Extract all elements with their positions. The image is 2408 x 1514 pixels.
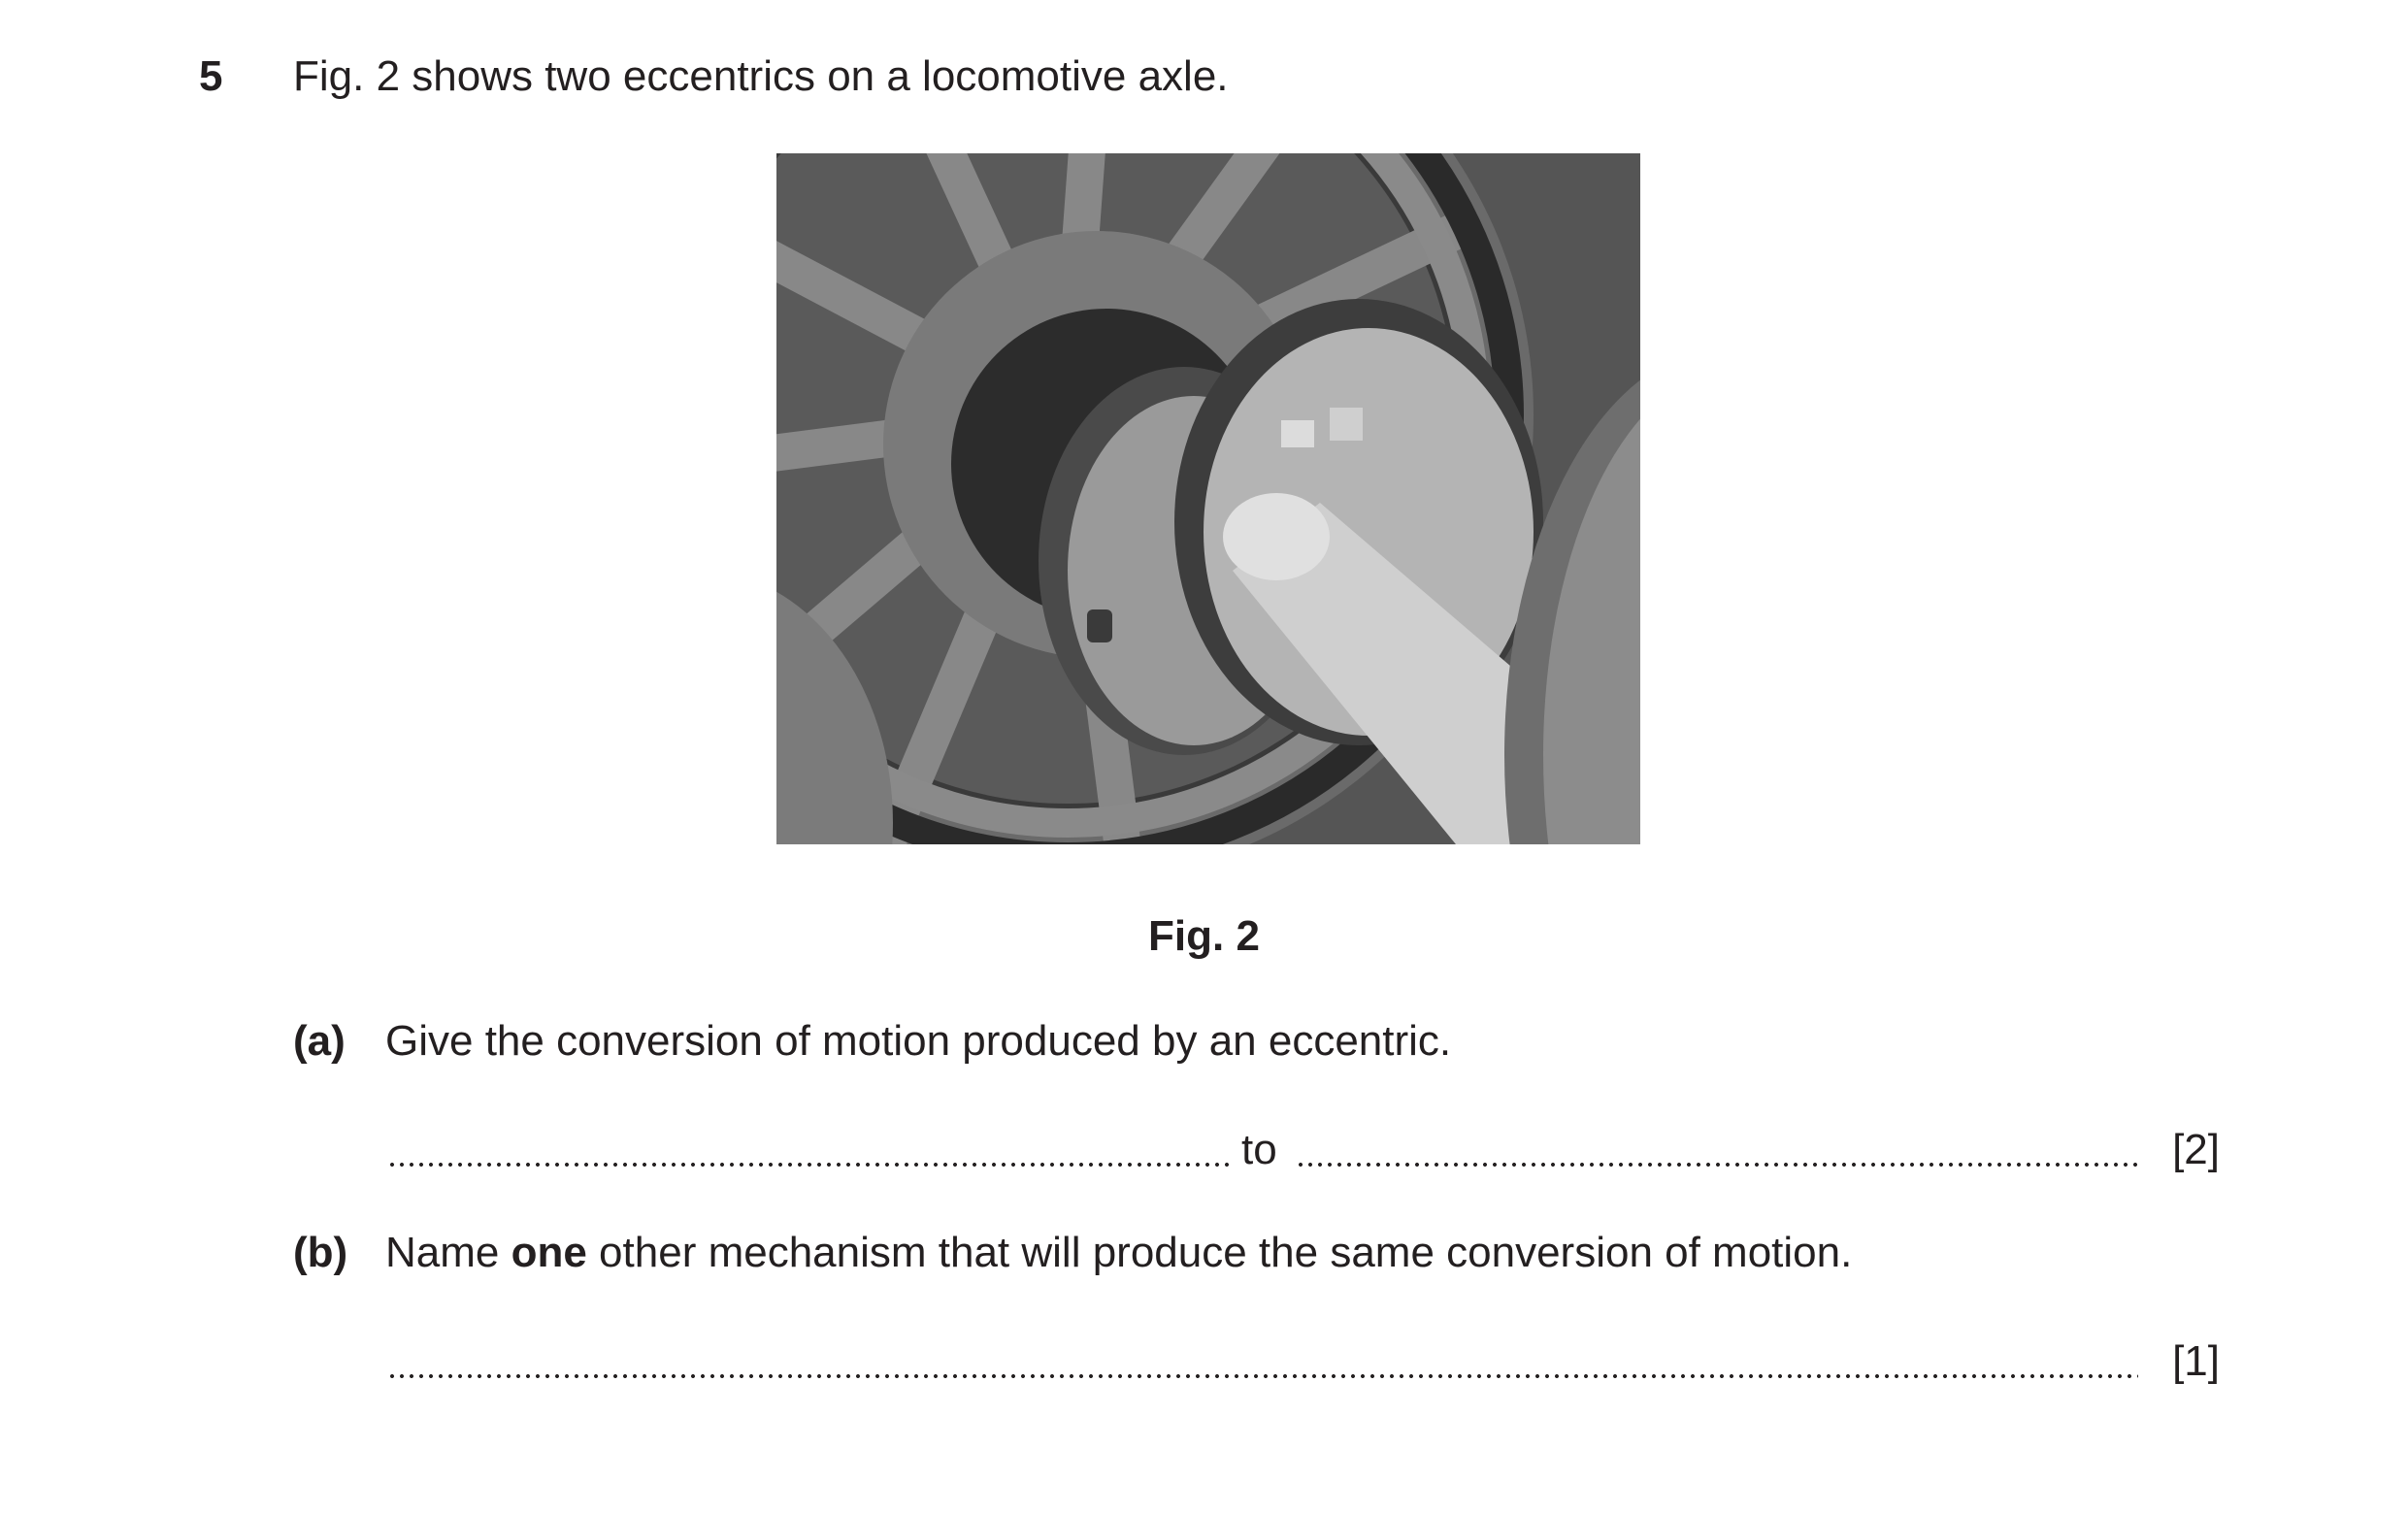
answer-line[interactable] — [387, 1372, 2138, 1380]
answer-line-right[interactable] — [1296, 1161, 2138, 1168]
part-a-label: (a) — [293, 1017, 346, 1065]
question-stem: Fig. 2 shows two eccentrics on a locomotive axle. — [293, 52, 1229, 100]
locomotive-eccentrics-photo — [776, 153, 1640, 844]
part-a-marks: [2] — [2172, 1126, 2220, 1173]
part-b-text-before: Name — [385, 1229, 511, 1276]
part-b-marks: [1] — [2172, 1337, 2220, 1385]
part-a-connector: to — [1241, 1126, 1277, 1173]
part-b-label: (b) — [293, 1229, 348, 1276]
part-b-answer-row — [385, 1337, 2220, 1396]
part-a-answer-row — [385, 1126, 2220, 1184]
answer-line-left[interactable] — [387, 1161, 1230, 1168]
part-b-text-after: other mechanism that will produce the same conversion of motion. — [586, 1229, 1853, 1276]
figure-caption: Fig. 2 — [1148, 912, 1260, 960]
question-number: 5 — [199, 52, 223, 100]
part-b-text — [385, 1229, 1852, 1277]
part-b-text-bold: one — [511, 1229, 587, 1276]
part-a-text: Give the conversion of motion produced by an eccentric. — [385, 1017, 1452, 1065]
